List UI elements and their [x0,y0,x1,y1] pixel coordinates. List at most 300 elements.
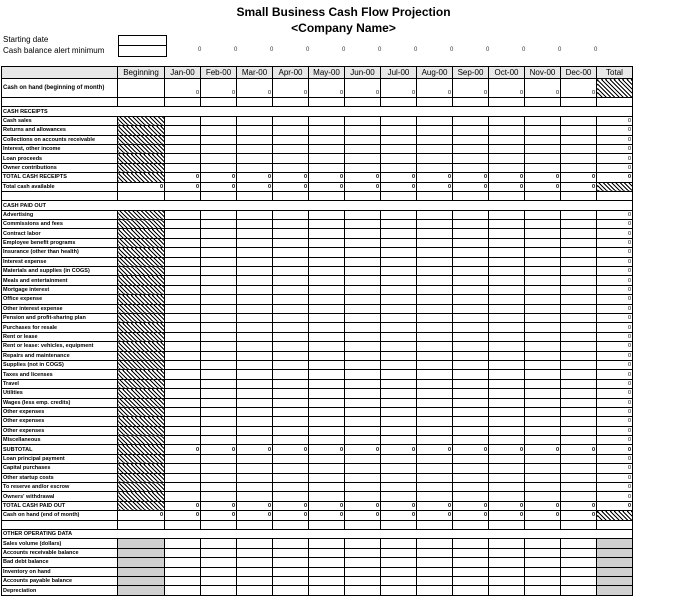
value-cell[interactable] [417,558,453,567]
value-cell[interactable] [453,229,489,238]
value-cell[interactable] [417,426,453,435]
value-cell[interactable]: 0 [237,79,273,98]
value-cell[interactable] [165,229,201,238]
value-cell[interactable] [561,407,597,416]
value-cell[interactable] [417,398,453,407]
value-cell[interactable]: 0 [525,501,561,510]
value-cell[interactable] [201,257,237,266]
value-cell[interactable] [561,436,597,445]
value-cell[interactable] [273,313,309,322]
value-cell[interactable]: 0 [165,501,201,510]
value-cell[interactable] [417,436,453,445]
value-cell[interactable] [237,144,273,153]
value-cell[interactable] [201,539,237,548]
value-cell[interactable] [165,558,201,567]
value-cell[interactable] [165,464,201,473]
value-cell[interactable] [273,454,309,463]
value-cell[interactable] [273,144,309,153]
value-cell[interactable] [309,295,345,304]
value-cell[interactable] [489,351,525,360]
value-cell[interactable] [417,220,453,229]
value-cell[interactable] [201,417,237,426]
value-cell[interactable] [489,389,525,398]
value-cell[interactable] [489,548,525,557]
value-cell[interactable] [201,436,237,445]
value-cell[interactable] [237,163,273,172]
value-cell[interactable] [237,407,273,416]
value-cell[interactable] [165,548,201,557]
value-cell[interactable]: 0 [561,511,597,520]
value-cell[interactable] [561,492,597,501]
value-cell[interactable] [417,267,453,276]
value-cell[interactable] [201,492,237,501]
value-cell[interactable] [345,248,381,257]
value-cell[interactable] [453,285,489,294]
value-cell[interactable]: 0 [201,511,237,520]
value-cell[interactable] [201,426,237,435]
value-cell[interactable] [381,313,417,322]
value-cell[interactable] [273,567,309,576]
value-cell[interactable]: 0 [273,79,309,98]
value-cell[interactable] [165,567,201,576]
value-cell[interactable]: 0 [381,511,417,520]
value-cell[interactable] [165,360,201,369]
value-cell[interactable] [201,126,237,135]
value-cell[interactable] [561,370,597,379]
value-cell[interactable] [273,285,309,294]
value-cell[interactable] [381,398,417,407]
value-cell[interactable] [345,276,381,285]
value-cell[interactable] [561,267,597,276]
value-cell[interactable] [561,116,597,125]
value-cell[interactable] [273,483,309,492]
value-cell[interactable] [453,492,489,501]
value-cell[interactable] [201,398,237,407]
value-cell[interactable] [273,154,309,163]
value-cell[interactable] [489,407,525,416]
value-cell[interactable] [237,436,273,445]
value-cell[interactable] [489,360,525,369]
value-cell[interactable] [561,144,597,153]
value-cell[interactable] [381,238,417,247]
value-cell[interactable] [453,426,489,435]
value-cell[interactable] [489,454,525,463]
value-cell[interactable] [309,126,345,135]
value-cell[interactable] [165,276,201,285]
value-cell[interactable] [561,126,597,135]
value-cell[interactable] [201,154,237,163]
value-cell[interactable]: 0 [273,182,309,191]
value-cell[interactable] [381,473,417,482]
value-cell[interactable] [237,417,273,426]
value-cell[interactable] [309,558,345,567]
value-cell[interactable] [345,342,381,351]
value-cell[interactable] [417,163,453,172]
value-cell[interactable] [309,567,345,576]
value-cell[interactable] [237,285,273,294]
value-cell[interactable]: 0 [273,445,309,454]
value-cell[interactable] [417,135,453,144]
value-cell[interactable] [561,295,597,304]
value-cell[interactable] [165,332,201,341]
value-cell[interactable]: 0 [381,173,417,182]
value-cell[interactable] [453,576,489,585]
value-cell[interactable] [525,473,561,482]
value-cell[interactable]: 0 [237,173,273,182]
value-cell[interactable] [237,464,273,473]
value-cell[interactable] [237,473,273,482]
value-cell[interactable] [201,548,237,557]
value-cell[interactable] [309,163,345,172]
value-cell[interactable] [489,567,525,576]
value-cell[interactable] [345,370,381,379]
value-cell[interactable] [201,238,237,247]
value-cell[interactable] [345,539,381,548]
value-cell[interactable] [417,576,453,585]
value-cell[interactable] [381,351,417,360]
value-cell[interactable] [489,426,525,435]
value-cell[interactable] [345,567,381,576]
value-cell[interactable]: 0 [417,173,453,182]
value-cell[interactable] [417,548,453,557]
value-cell[interactable] [201,163,237,172]
value-cell[interactable] [561,248,597,257]
value-cell[interactable] [201,351,237,360]
value-cell[interactable] [453,267,489,276]
beginning-cell[interactable]: 0 [118,182,165,191]
value-cell[interactable] [561,351,597,360]
value-cell[interactable] [237,229,273,238]
value-cell[interactable]: 0 [309,445,345,454]
value-cell[interactable] [201,295,237,304]
value-cell[interactable] [201,370,237,379]
value-cell[interactable] [345,313,381,322]
value-cell[interactable]: 0 [273,173,309,182]
value-cell[interactable] [489,238,525,247]
value-cell[interactable] [489,257,525,266]
value-cell[interactable] [237,332,273,341]
value-cell[interactable] [309,464,345,473]
value-cell[interactable] [237,267,273,276]
value-cell[interactable] [525,483,561,492]
value-cell[interactable]: 0 [345,173,381,182]
value-cell[interactable]: 0 [417,511,453,520]
value-cell[interactable] [489,398,525,407]
value-cell[interactable] [525,332,561,341]
value-cell[interactable] [165,238,201,247]
value-cell[interactable] [237,492,273,501]
value-cell[interactable]: 0 [165,173,201,182]
value-cell[interactable] [309,426,345,435]
value-cell[interactable] [273,295,309,304]
value-cell[interactable] [381,389,417,398]
value-cell[interactable] [273,548,309,557]
value-cell[interactable] [453,417,489,426]
value-cell[interactable]: 0 [201,79,237,98]
value-cell[interactable] [165,436,201,445]
value-cell[interactable] [345,323,381,332]
value-cell[interactable] [165,342,201,351]
value-cell[interactable] [381,539,417,548]
value-cell[interactable] [237,154,273,163]
value-cell[interactable] [345,144,381,153]
value-cell[interactable] [309,135,345,144]
value-cell[interactable] [381,295,417,304]
value-cell[interactable] [525,426,561,435]
value-cell[interactable] [453,295,489,304]
value-cell[interactable] [417,539,453,548]
value-cell[interactable] [453,370,489,379]
value-cell[interactable] [237,276,273,285]
value-cell[interactable] [165,492,201,501]
value-cell[interactable] [417,276,453,285]
value-cell[interactable] [525,163,561,172]
value-cell[interactable]: 0 [273,501,309,510]
value-cell[interactable] [309,313,345,322]
value-cell[interactable] [453,238,489,247]
value-cell[interactable] [489,210,525,219]
value-cell[interactable] [525,567,561,576]
value-cell[interactable] [525,126,561,135]
value-cell[interactable] [273,539,309,548]
value-cell[interactable] [345,389,381,398]
value-cell[interactable]: 0 [489,79,525,98]
value-cell[interactable] [417,332,453,341]
value-cell[interactable]: 0 [381,79,417,98]
value-cell[interactable] [309,351,345,360]
value-cell[interactable] [525,276,561,285]
value-cell[interactable] [381,483,417,492]
value-cell[interactable] [381,229,417,238]
value-cell[interactable] [201,229,237,238]
value-cell[interactable] [309,144,345,153]
value-cell[interactable] [561,210,597,219]
value-cell[interactable] [201,144,237,153]
value-cell[interactable] [453,464,489,473]
value-cell[interactable] [165,154,201,163]
value-cell[interactable] [489,135,525,144]
value-cell[interactable] [525,398,561,407]
value-cell[interactable] [417,464,453,473]
value-cell[interactable] [345,417,381,426]
value-cell[interactable] [273,426,309,435]
value-cell[interactable] [237,370,273,379]
value-cell[interactable] [489,295,525,304]
value-cell[interactable] [165,417,201,426]
value-cell[interactable] [381,285,417,294]
value-cell[interactable] [561,257,597,266]
value-cell[interactable] [453,473,489,482]
value-cell[interactable] [453,342,489,351]
value-cell[interactable] [165,426,201,435]
value-cell[interactable] [237,389,273,398]
value-cell[interactable] [417,351,453,360]
value-cell[interactable]: 0 [201,501,237,510]
value-cell[interactable] [165,220,201,229]
value-cell[interactable] [345,257,381,266]
value-cell[interactable] [453,135,489,144]
value-cell[interactable] [273,276,309,285]
value-cell[interactable] [453,323,489,332]
value-cell[interactable] [237,483,273,492]
value-cell[interactable] [345,304,381,313]
value-cell[interactable] [417,417,453,426]
value-cell[interactable] [237,295,273,304]
value-cell[interactable] [489,163,525,172]
value-cell[interactable] [273,360,309,369]
value-cell[interactable] [201,454,237,463]
value-cell[interactable] [345,576,381,585]
value-cell[interactable]: 0 [561,445,597,454]
value-cell[interactable] [453,483,489,492]
value-cell[interactable] [165,483,201,492]
value-cell[interactable] [417,144,453,153]
value-cell[interactable] [381,407,417,416]
value-cell[interactable] [561,238,597,247]
value-cell[interactable] [561,360,597,369]
value-cell[interactable] [489,370,525,379]
value-cell[interactable] [525,436,561,445]
value-cell[interactable]: 0 [489,501,525,510]
value-cell[interactable] [201,483,237,492]
value-cell[interactable] [345,558,381,567]
value-cell[interactable] [561,229,597,238]
value-cell[interactable] [417,257,453,266]
value-cell[interactable] [309,342,345,351]
value-cell[interactable] [165,539,201,548]
value-cell[interactable] [345,492,381,501]
value-cell[interactable] [561,576,597,585]
value-cell[interactable] [489,539,525,548]
beginning-cell[interactable]: 0 [118,511,165,520]
value-cell[interactable] [345,436,381,445]
value-cell[interactable] [345,407,381,416]
value-cell[interactable] [381,567,417,576]
value-cell[interactable] [165,285,201,294]
value-cell[interactable] [417,483,453,492]
value-cell[interactable] [273,257,309,266]
value-cell[interactable] [381,257,417,266]
value-cell[interactable] [345,464,381,473]
value-cell[interactable]: 0 [417,445,453,454]
value-cell[interactable]: 0 [273,511,309,520]
value-cell[interactable] [525,267,561,276]
value-cell[interactable] [273,238,309,247]
value-cell[interactable] [561,483,597,492]
value-cell[interactable] [561,332,597,341]
value-cell[interactable] [273,576,309,585]
value-cell[interactable] [453,144,489,153]
value-cell[interactable] [273,492,309,501]
value-cell[interactable]: 0 [309,501,345,510]
value-cell[interactable] [165,135,201,144]
value-cell[interactable] [201,558,237,567]
value-cell[interactable] [561,567,597,576]
value-cell[interactable] [237,454,273,463]
value-cell[interactable] [417,342,453,351]
value-cell[interactable]: 0 [561,182,597,191]
value-cell[interactable] [273,220,309,229]
value-cell[interactable] [237,323,273,332]
value-cell[interactable] [453,220,489,229]
value-cell[interactable] [273,210,309,219]
value-cell[interactable] [201,323,237,332]
value-cell[interactable] [381,304,417,313]
value-cell[interactable] [417,238,453,247]
value-cell[interactable] [417,370,453,379]
value-cell[interactable] [165,144,201,153]
value-cell[interactable] [417,304,453,313]
value-cell[interactable] [237,548,273,557]
value-cell[interactable] [381,558,417,567]
value-cell[interactable] [273,436,309,445]
value-cell[interactable] [201,464,237,473]
value-cell[interactable] [165,257,201,266]
value-cell[interactable] [201,313,237,322]
value-cell[interactable]: 0 [237,511,273,520]
value-cell[interactable] [309,548,345,557]
value-cell[interactable] [201,220,237,229]
value-cell[interactable] [309,154,345,163]
value-cell[interactable] [489,436,525,445]
value-cell[interactable] [201,210,237,219]
value-cell[interactable] [417,154,453,163]
value-cell[interactable] [201,135,237,144]
value-cell[interactable]: 0 [417,501,453,510]
value-cell[interactable] [381,220,417,229]
value-cell[interactable] [345,285,381,294]
value-cell[interactable] [453,586,489,595]
value-cell[interactable]: 0 [309,173,345,182]
value-cell[interactable] [345,360,381,369]
value-cell[interactable] [381,267,417,276]
value-cell[interactable] [309,229,345,238]
value-cell[interactable] [309,323,345,332]
value-cell[interactable] [273,370,309,379]
value-cell[interactable]: 0 [345,511,381,520]
value-cell[interactable] [201,276,237,285]
value-cell[interactable] [561,473,597,482]
value-cell[interactable] [237,304,273,313]
value-cell[interactable] [453,332,489,341]
value-cell[interactable] [561,398,597,407]
value-cell[interactable] [165,295,201,304]
value-cell[interactable] [309,267,345,276]
value-cell[interactable]: 0 [453,79,489,98]
value-cell[interactable] [453,163,489,172]
value-cell[interactable] [237,539,273,548]
value-cell[interactable] [309,360,345,369]
value-cell[interactable] [525,586,561,595]
value-cell[interactable]: 0 [165,79,201,98]
value-cell[interactable] [489,154,525,163]
value-cell[interactable] [345,220,381,229]
value-cell[interactable]: 0 [309,79,345,98]
value-cell[interactable] [525,116,561,125]
cell[interactable] [118,79,165,98]
value-cell[interactable] [309,539,345,548]
value-cell[interactable] [309,116,345,125]
value-cell[interactable] [237,360,273,369]
value-cell[interactable] [561,304,597,313]
value-cell[interactable] [309,332,345,341]
value-cell[interactable] [201,360,237,369]
value-cell[interactable] [273,351,309,360]
value-cell[interactable] [561,548,597,557]
value-cell[interactable] [381,370,417,379]
value-cell[interactable] [201,407,237,416]
value-cell[interactable] [489,144,525,153]
